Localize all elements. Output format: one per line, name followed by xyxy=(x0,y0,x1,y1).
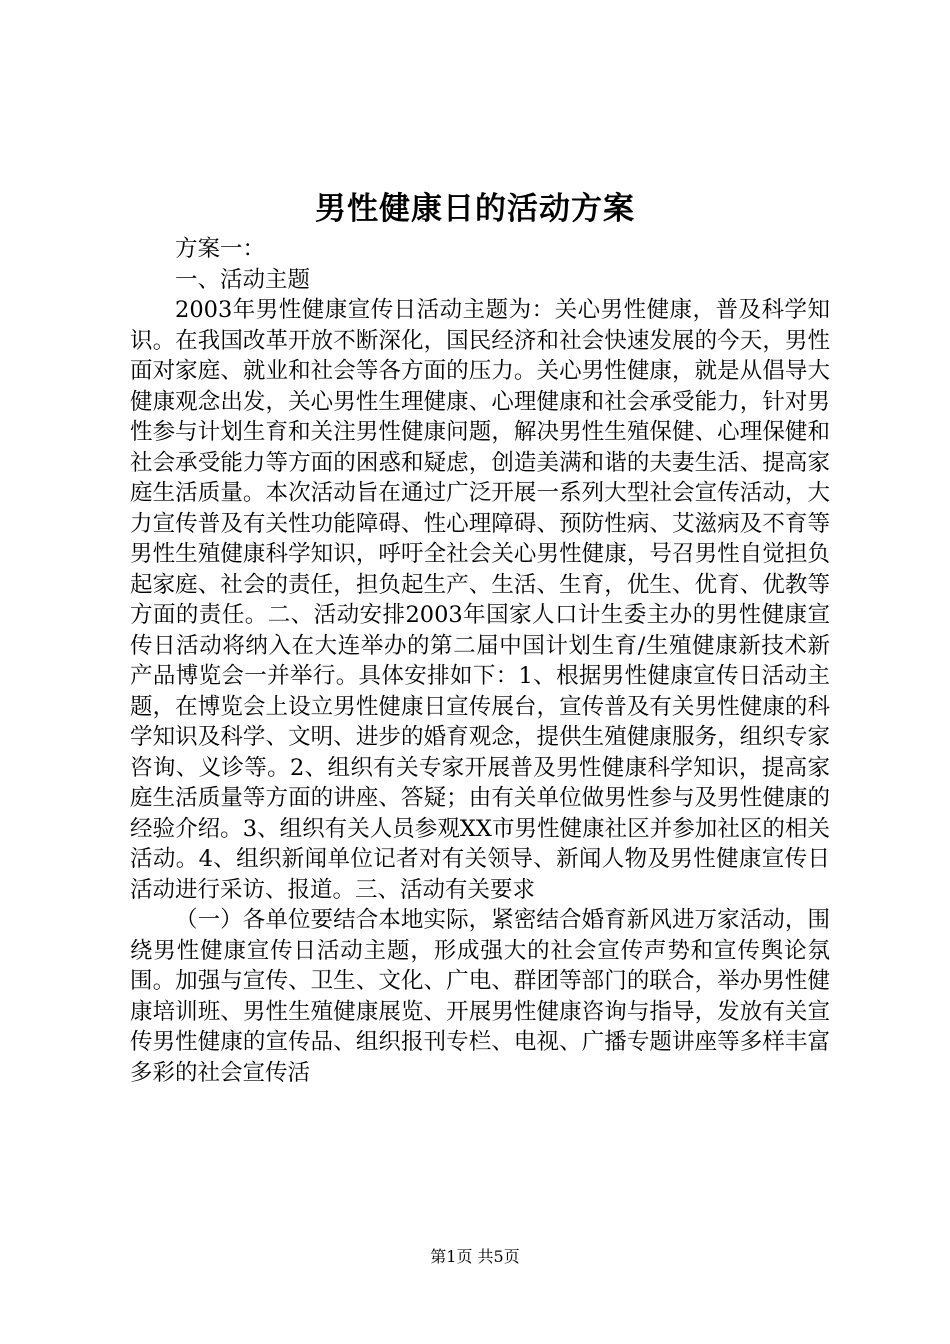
paragraph-section-heading: 一、活动主题 xyxy=(175,266,311,293)
document-body xyxy=(130,234,830,1088)
paragraph-requirements-1: （一）各单位要结合本地实际，紧密结合婚育新风进万家活动，围绕男性健康宣传日活动主题，形成强大的社会宣传声势和宣传舆论氛围。加强与宣传、卫生、文化、广电、群团等部门的联合，举办男性健康培训班、男性生殖健康展览、开展男性健康咨询与指导，发放有关宣传男性健康的宣传品、组织报刊专栏、电视、广播专题讲座等多样丰富多彩的社会宣传活 xyxy=(130,907,830,1086)
paragraph-theme-body: 2003年男性健康宣传日活动主题为：关心男性健康，普及科学知识。在我国改革开放不断深化，国民经济和社会快速发展的今天，男性面对家庭、就业和社会等各方面的压力。关心男性健康，就是从倡导大健康观念出发，关心男性生理健康、心理健康和社会承受能力，针对男性参与计划生育和关注男性健康问题，解决男性生殖保健、心理保健和社会承受能力等方面的困惑和疑虑，创造美满和谐的夫妻生活、提高家庭生活质量。本次活动旨在通过广泛开展一系列大型社会宣传活动，大力宣传普及有关性功能障碍、性心理障碍、预防性病、艾滋病及不育等男性生殖健康科学知识，呼吁全社会关心男性健康，号召男性自觉担负起家庭、社会的责任，担负起生产、生活、生育，优生、优育、优教等方面的责任。二、活动安排2003年国家人口计生委主办的男性健康宣传日活动将纳入在大连举办的第二届中国计划生育/生殖健康新技术新产品博览会一并举行。具体安排如下：1、根据男性健康宣传日活动主题，在博览会上设立男性健康日宣传展台，宣传普及有关男性健康的科学知识及科学、文明、进步的婚育观念，提供生殖健康服务，组织专家咨询、义诊等。2、组织有关专家开展普及男性健康科学知识，提高家庭生活质量等方面的讲座、答疑；由有关单位做男性参与及男性健康的经验介绍。3、组织有关人员参观XX市男性健康社区并参加社区的相关活动。4、组织新闻单位记者对有关领导、新闻人物及男性健康宣传日活动进行采访、报道。三、活动有关要求 xyxy=(130,297,830,903)
paragraph-plan-label: 方案一： xyxy=(175,236,266,262)
document-title: 男性健康日的活动方案 xyxy=(315,191,635,227)
page-footer: 第1页 共5页 xyxy=(430,1247,520,1266)
